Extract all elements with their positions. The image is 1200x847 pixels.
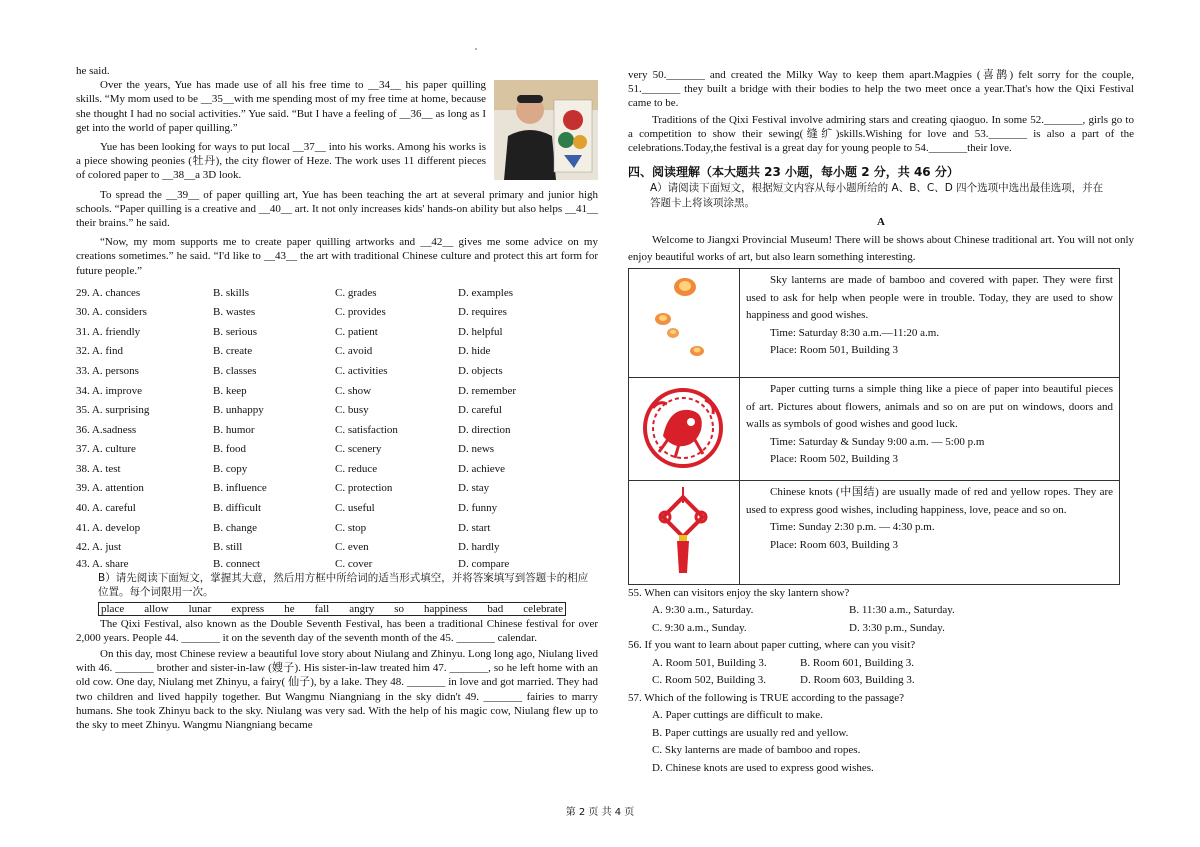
- table-row: [629, 481, 1120, 584]
- word: celebrate: [523, 602, 563, 615]
- table-row: [629, 269, 1120, 378]
- option-row: 42. A. just B. still C. even D. hardly: [76, 541, 500, 554]
- option-row: C. 9:30 a.m., Sunday. D. 3:30 p.m., Sunday.: [652, 621, 945, 634]
- word: allow: [144, 602, 169, 615]
- paragraph: The Qixi Festival, also known as the Double Seventh Festival, has been a traditional Chinese festival for over 2,000 years. People 44. _______ it on the seventh day of the seventh month of the 45. _______ calendar.: [76, 617, 598, 644]
- show-place: Place: Room 502, Building 3: [770, 453, 899, 466]
- option-row: 31. A. friendly B. serious C. patient D. helpful: [76, 325, 503, 338]
- show-cell: [740, 378, 1120, 481]
- question: 57. Which of the following is TRUE according to the passage?: [628, 691, 905, 704]
- show-time: Time: Saturday & Sunday 9:00 a.m. — 5:00 p.m: [770, 435, 985, 448]
- option-row: 38. A. test B. copy C. reduce D. achieve: [76, 462, 506, 475]
- table-row: [629, 378, 1120, 481]
- word: happiness: [424, 602, 468, 615]
- show-cell: [740, 269, 1120, 378]
- paragraph: On this day, most Chinese review a beautiful love story about Niulang and Zhinyu. Long long ago, Niulang lived with 46. _______ brother and sister-in-law (嫂子). His sister-in-law treated him 47. _______, so he left home with an old cow. One day, Niulang met Zhinyu, a fairy( 仙子), by a lake. They 48. _______ in love and got married. They had two children and lived happily together. But Wangmu Niangniang in the sky didn't 49. _______ fairies to marry humans. She took Zhinyu back to the sky. Niulang was very sad. With the help of his magic cow, Niulang flew up to the sky to meet Zhinyu. Wangmu Niangniang became: [76, 647, 598, 731]
- paragraph: Traditions of the Qixi Festival involve admiring stars and creating qiaoguo. In some 52._______, girls go to a competition to show their sewing(缝纩)skills.Wishing for love and 53._______ is also a part of the celebrations.Today,the festival is a great day for young people to 54._______their love.: [628, 113, 1134, 155]
- knot-cell: [629, 481, 740, 584]
- option-row: 41. A. develop B. change C. stop D. start: [76, 521, 491, 534]
- scan-dot: [475, 48, 477, 50]
- show-desc: Sky lanterns are made of bamboo and covered with paper. They were first used to ask for help when people were in trouble. Today, they are used to show happiness and good wishes.: [746, 274, 1113, 322]
- option-row: 39. A. attention B. influence C. protection D. stay: [76, 482, 490, 495]
- option-row: 32. A. find B. create C. avoid D. hide: [76, 345, 491, 358]
- word-box: [98, 602, 566, 616]
- show-desc: Chinese knots (中国结) are usually made of red and yellow ropes. They are used to express good wishes, including happiness, love, peace and so on.: [746, 486, 1113, 516]
- section-a-instructions: A）请阅读下面短文，根据短文内容从每小题所给的 A、B、C、D 四个选项中选出最佳选项，并在答题卡上将该项涂黑。: [650, 182, 1104, 209]
- show-place: Place: Room 603, Building 3: [770, 538, 899, 551]
- word: lunar: [188, 602, 212, 615]
- word: so: [394, 602, 405, 615]
- paragraph: Yue has been looking for ways to put local __37__ into his works. Among his works is a piece showing peonies (牡丹), the city flower of Heze. The work uses 11 different pieces of colored paper to __38__a 3D look.: [76, 141, 486, 182]
- question: 55. When can visitors enjoy the sky lantern show?: [628, 586, 850, 599]
- question: 56. If you want to learn about paper cutting, where can you visit?: [628, 639, 916, 652]
- word: fall: [314, 602, 330, 615]
- show-time: Time: Sunday 2:30 p.m. — 4:30 p.m.: [770, 521, 935, 534]
- show-desc: Paper cutting turns a simple thing like a piece of paper into beautiful pieces of art. Pictures about flowers, animals and so on are put on windows, doors and walls as symbols of good wishes and good luck.: [746, 383, 1113, 431]
- page-footer: 第 2 页 共 4 页: [565, 807, 635, 818]
- options-list: [76, 283, 598, 571]
- show-time: Time: Saturday 8:30 a.m.—11:20 a.m.: [770, 326, 940, 339]
- option-row: 35. A. surprising B. unhappy C. busy D. careful: [76, 404, 502, 417]
- option-row: 36. A.sadness B. humor C. satisfaction D. direction: [76, 423, 511, 436]
- left-column: [76, 64, 598, 732]
- intro-paragraph: Welcome to Jiangxi Provincial Museum! There will be shows about Chinese traditional art. You will not only enjoy beautiful works of art, but also learn something interesting.: [628, 234, 1134, 264]
- option: D. Chinese knots are used to express good wishes.: [652, 761, 874, 774]
- option: B. Paper cuttings are usually red and yellow.: [652, 726, 849, 739]
- show-cell: [740, 481, 1120, 584]
- show-place: Place: Room 501, Building 3: [770, 344, 899, 357]
- option-row: 34. A. improve B. keep C. show D. remember: [76, 384, 517, 397]
- option-row: 40. A. careful B. difficult C. useful D. funny: [76, 502, 498, 515]
- paper-cutting-icon: [629, 378, 739, 476]
- word: place: [101, 602, 125, 615]
- option-row: 30. A. considers B. wastes C. provides D. requires: [76, 306, 507, 319]
- right-column: [628, 68, 1134, 777]
- word: express: [231, 602, 265, 615]
- section-title: 四、阅读理解（本大题共 23 小题，每小题 2 分，共 46 分）: [628, 165, 959, 180]
- author-photo: [494, 80, 598, 180]
- paragraph: “Now, my mom supports me to create paper quilling artworks and __42__ gives me some advice on my creations sometimes.” he said. “I'd like to __43__ the art with traditional Chinese culture and protect this art form for future people.”: [76, 236, 598, 277]
- word: he: [284, 602, 295, 615]
- passage-label: A: [877, 215, 885, 228]
- option-row: 37. A. culture B. food C. scenery D. news: [76, 443, 495, 456]
- paper-cut-cell: [629, 378, 740, 481]
- sky-lantern-icon: [629, 269, 739, 373]
- photo-image: [494, 80, 598, 180]
- option-row: C. Room 502, Building 3. D. Room 603, Building 3.: [652, 674, 915, 687]
- option-row: 43. A. share B. connect C. cover D. compare: [76, 558, 510, 571]
- word: angry: [349, 602, 375, 615]
- questions: [628, 585, 1134, 778]
- text-line: he said.: [76, 65, 110, 77]
- chinese-knot-icon: [629, 481, 739, 579]
- option-row: A. Room 501, Building 3. B. Room 601, Building 3.: [652, 656, 914, 669]
- option-row: 29. A. chances B. skills C. grades D. examples: [76, 286, 513, 299]
- paragraph: Over the years, Yue has made use of all his free time to __34__ his paper quilling skills. “My mom used to be __35__with me spending most of my free time at home, because she thought I had no social activities.” Yue said. “But I have a feeling of __36__ as long as I get into the world of paper quilling.”: [76, 79, 486, 134]
- paragraph: To spread the __39__ of paper quilling art, Yue has been teaching the art at several primary and junior high schools. “Paper quilling is a creative and __40__ art. It not only increases kids' hands-on ability but also helps __41__ their brains.” he said.: [76, 188, 598, 230]
- word: bad: [487, 602, 504, 615]
- museum-shows-table: [628, 268, 1120, 585]
- option-row: 33. A. persons B. classes C. activities D. objects: [76, 364, 503, 377]
- option: C. Sky lanterns are made of bamboo and ropes.: [652, 744, 861, 757]
- section-b-instructions: B）请先阅读下面短文，掌握其大意，然后用方框中所给词的适当形式填空，并将答案填写到答题卡的相应位置。每个词限用一次。: [98, 572, 589, 599]
- lantern-cell: [629, 269, 740, 378]
- option: A. Paper cuttings are difficult to make.: [652, 709, 823, 722]
- paragraph: very 50._______ and created the Milky Way to keep them apart.Magpies (喜鹊) felt sorry for the couple, 51._______ they built a bridge with their bodies to help the two meet once a year.That's how the Qixi Festival came to be.: [628, 69, 1134, 110]
- option-row: A. 9:30 a.m., Saturday. B. 11:30 a.m., Saturday.: [652, 604, 955, 617]
